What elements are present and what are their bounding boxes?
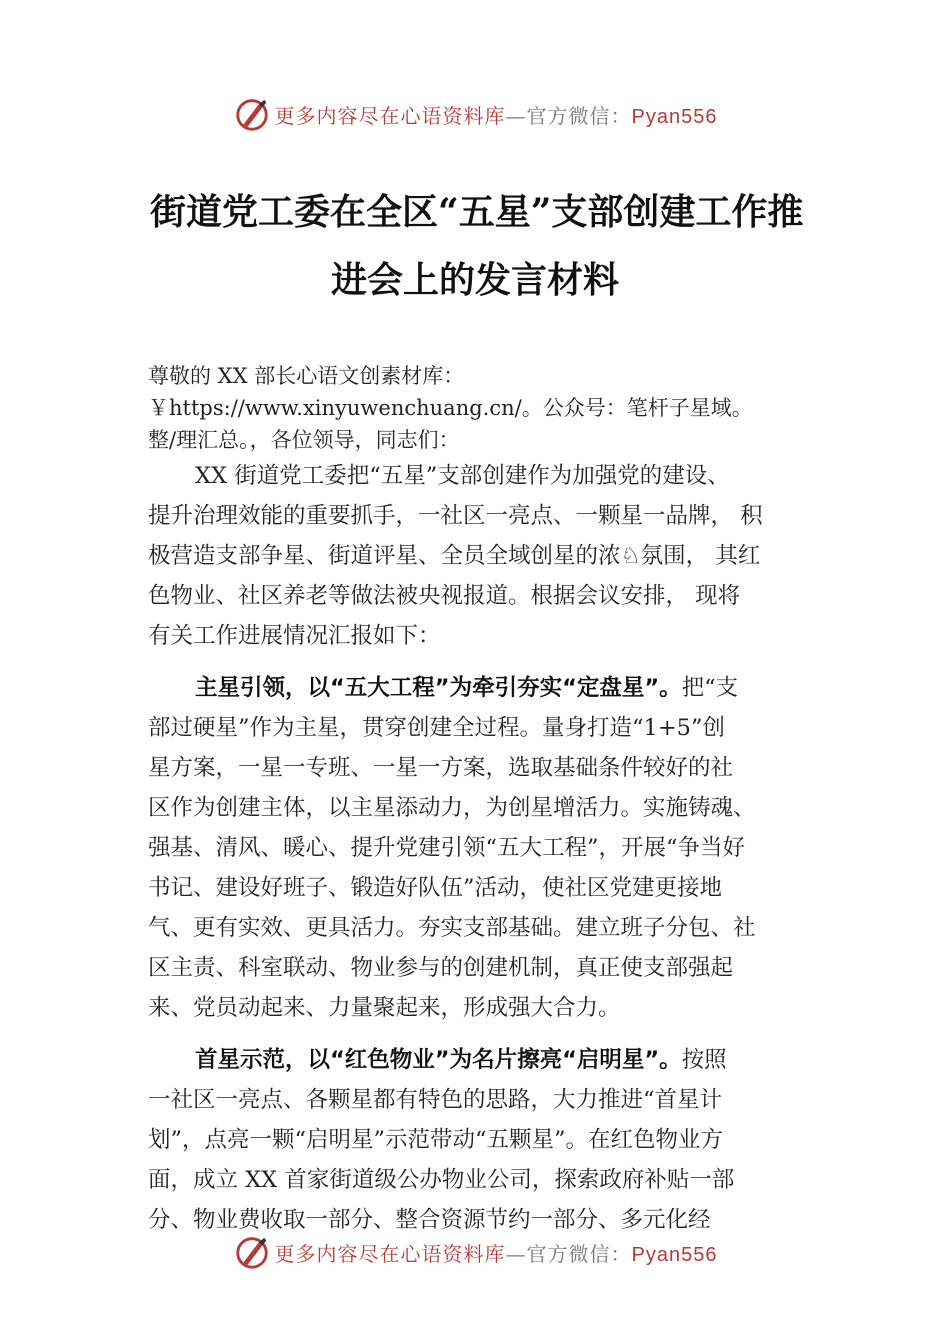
- text-line: 提升治理效能的重要抓手，一社区一亮点、一颗星一品牌， 积: [148, 503, 763, 529]
- watermark-header: [0, 94, 950, 134]
- watermark-text: 更多内容尽在心语资料库—官方微信：Pyan556: [274, 103, 718, 128]
- salutation-line-3: 整/理汇总。，各位领导，同志们：: [148, 428, 460, 452]
- document-title: [150, 178, 804, 314]
- text-line: 书记、建设好班子、锻造好队伍”活动，使社区党建更接地: [148, 875, 723, 901]
- paragraph-first-star: [148, 1040, 808, 1240]
- text-line: 划”，点亮一颗“启明星”示范带动“五颗星”。在红色物业方: [148, 1127, 724, 1153]
- text-line: 极营造支部争星、街道评星、全员全域创星的浓♘氛围， 其红: [148, 543, 761, 569]
- salutation-line-2: ￥https://www.xinyuwenchuang.cn/。公众号：笔杆子星域。: [148, 396, 753, 420]
- text-line: 色物业、社区养老等做法被央视报道。根据会议安排， 现将: [148, 583, 741, 609]
- text-fragment: 把“支: [681, 675, 739, 701]
- pen-logo-icon: [233, 1233, 271, 1271]
- text-fragment: 按照: [681, 1047, 727, 1073]
- text-line: 分、物业费收取一部分、整合资源节约一部分、多元化经: [148, 1207, 711, 1233]
- text-line: 星方案，一星一专班、一星一方案，选取基础条件较好的社: [148, 755, 734, 781]
- text-line: 区作为创建主体，以主星添动力，为创星增活力。实施铸魂、: [148, 795, 756, 821]
- text-line: 有关工作进展情况汇报如下：: [148, 623, 441, 649]
- paragraph-intro: [148, 456, 808, 656]
- text-line: [148, 1040, 808, 1080]
- salutation: [148, 360, 828, 456]
- text-line: 面，成立 XX 首家街道级公办物业公司，探索政府补贴一部: [148, 1167, 735, 1193]
- text-line: 强基、清风、暖心、提升党建引领“五大工程”，开展“争当好: [148, 835, 746, 861]
- text-line: 部过硬星”作为主星，贯穿创建全过程。量身打造“1+5”创: [148, 715, 725, 741]
- watermark-footer: [0, 1232, 950, 1272]
- text-line: 来、党员动起来、力量聚起来，形成强大合力。: [148, 995, 621, 1021]
- text-line: 一社区一亮点、各颗星都有特色的思路，大力推进“首星计: [148, 1087, 723, 1113]
- paragraph-heading: 主星引领，以“五大工程”为牵引夯实“定盘星”。: [195, 675, 682, 701]
- paragraph-heading: 首星示范，以“红色物业”为名片擦亮“启明星”。: [195, 1047, 682, 1073]
- text-line: 区主责、科室联动、物业参与的创建机制，真正使支部强起: [148, 955, 734, 981]
- paragraph-main-star: [148, 668, 808, 1028]
- pen-logo-icon: [233, 95, 271, 133]
- text-line: [148, 668, 808, 708]
- text-line: 气、更有实效、更具活力。夯实支部基础。建立班子分包、社: [148, 915, 756, 941]
- text-line: XX 街道党工委把“五星”支部创建作为加强党的建设、: [195, 463, 730, 489]
- salutation-line-1: 尊敬的 XX 部长心语文创素材库：: [148, 364, 465, 388]
- watermark-text: 更多内容尽在心语资料库—官方微信：Pyan556: [274, 1241, 718, 1266]
- title-line-1: 街道党工委在全区“五星”支部创建工作推: [150, 191, 804, 233]
- document-body: [148, 456, 808, 1252]
- title-line-2: 进会上的发言材料: [330, 259, 619, 301]
